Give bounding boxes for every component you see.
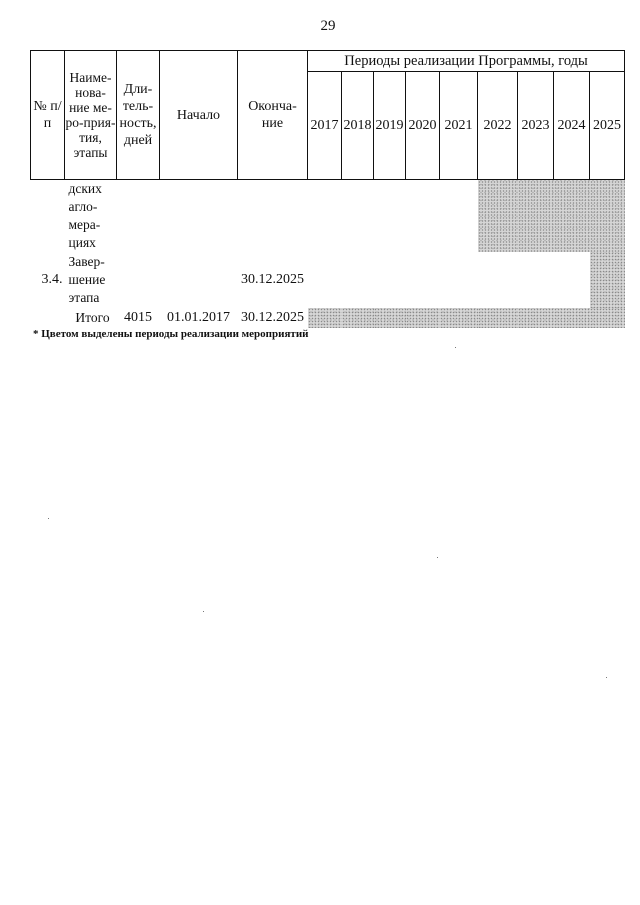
table-row <box>31 252 625 308</box>
period-cell-shaded <box>478 180 518 253</box>
period-cell-shaded <box>342 308 374 328</box>
row-end: 30.12.2025 <box>241 272 304 287</box>
period-cell <box>554 252 590 308</box>
scan-speck <box>48 518 49 519</box>
row-start <box>160 252 238 308</box>
header-duration: Дли-тель-ность, дней <box>117 51 160 180</box>
row-duration <box>117 252 160 308</box>
row-duration: 4015 <box>124 310 152 325</box>
row-number <box>31 180 65 253</box>
period-cell-shaded <box>440 308 478 328</box>
period-cell-shaded <box>590 308 625 328</box>
period-cell-shaded <box>406 308 440 328</box>
period-cell <box>342 180 374 253</box>
period-cell <box>406 252 440 308</box>
name-line: этапа <box>68 290 100 305</box>
period-cell <box>406 180 440 253</box>
header-year: 2022 <box>478 72 518 180</box>
period-cell-shaded <box>518 180 554 253</box>
header-name: Наиме-нова-ние ме-ро-прия-тия, этапы <box>65 51 117 180</box>
row-number: 3.4. <box>41 272 63 287</box>
scan-speck <box>455 347 456 348</box>
period-cell <box>374 180 406 253</box>
name-line: шение <box>68 272 106 287</box>
period-cell <box>374 252 406 308</box>
period-cell-shaded <box>478 308 518 328</box>
period-cell-shaded <box>590 180 625 253</box>
period-cell-shaded <box>590 252 625 308</box>
row-number <box>31 308 65 328</box>
scan-speck <box>606 677 607 678</box>
period-cell <box>342 252 374 308</box>
row-end <box>238 180 308 253</box>
header-num: № п/п <box>31 51 65 180</box>
page-number: 29 <box>320 18 336 34</box>
row-end: 30.12.2025 <box>241 310 304 325</box>
scan-speck <box>437 557 438 558</box>
header-year: 2025 <box>590 72 625 180</box>
row-start: 01.01.2017 <box>167 310 230 325</box>
table-row <box>31 180 625 253</box>
table-row-total <box>31 308 625 328</box>
name-line: Завер- <box>68 254 105 269</box>
name-line: агло- <box>68 199 98 214</box>
period-cell-shaded <box>518 308 554 328</box>
name-line: дских <box>68 181 102 196</box>
row-name <box>65 180 117 253</box>
header-year: 2019 <box>374 72 406 180</box>
period-cell <box>308 252 342 308</box>
header-end: Оконча-ние <box>238 51 308 180</box>
header-year: 2018 <box>342 72 374 180</box>
header-start: Начало <box>160 51 238 180</box>
period-cell <box>518 252 554 308</box>
row-duration <box>117 180 160 253</box>
period-cell <box>308 180 342 253</box>
name-line: Итого <box>75 310 110 325</box>
row-name <box>65 252 117 308</box>
header-periods: Периоды реализации Программы, годы <box>308 51 625 72</box>
period-cell-shaded <box>554 308 590 328</box>
row-start <box>160 180 238 253</box>
footnote: * Цветом выделены периоды реализации мероприятий <box>33 328 309 340</box>
header-year: 2017 <box>308 72 342 180</box>
period-cell-shaded <box>308 308 342 328</box>
header-year: 2021 <box>440 72 478 180</box>
row-name <box>65 308 117 328</box>
name-line: мера- <box>68 217 101 232</box>
period-cell-shaded <box>374 308 406 328</box>
header-year: 2020 <box>406 72 440 180</box>
period-cell <box>440 252 478 308</box>
header-year: 2024 <box>554 72 590 180</box>
header-year: 2023 <box>518 72 554 180</box>
period-cell <box>478 252 518 308</box>
scan-speck <box>203 611 204 612</box>
period-cell-shaded <box>554 180 590 253</box>
schedule-table <box>30 50 625 328</box>
period-cell <box>440 180 478 253</box>
name-line: циях <box>68 235 96 250</box>
